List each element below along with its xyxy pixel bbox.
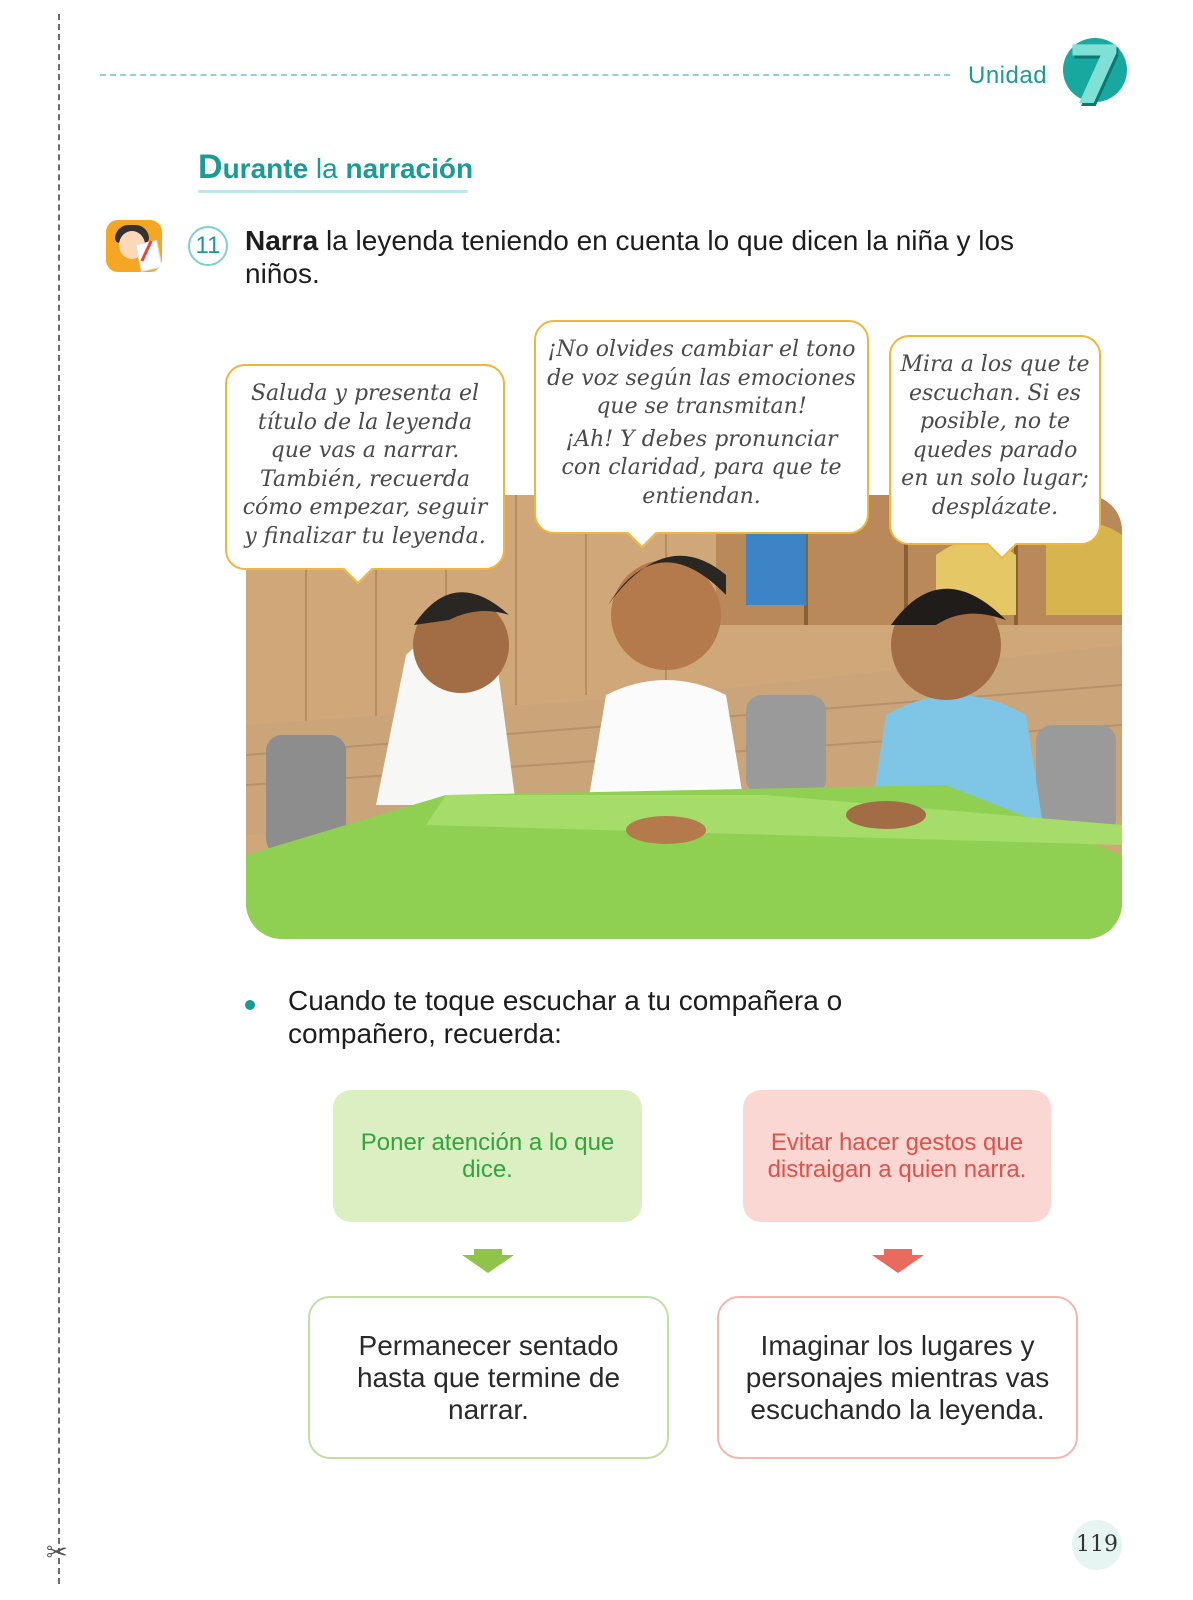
header-divider [100, 74, 950, 76]
tip-stay-seated [308, 1296, 669, 1459]
tip-attention-text: Poner atención a lo que dice. [360, 1129, 615, 1183]
question-instruction [245, 224, 1045, 290]
bullet-icon [245, 1000, 255, 1010]
scissors-icon: ✂ [46, 1538, 68, 1568]
speech-bubble-left [225, 364, 505, 570]
question-number: 11 [188, 226, 228, 266]
question-verb: Narra [245, 225, 319, 256]
tip-attention [333, 1090, 642, 1222]
bubble-right-text: Mira a los que te escuchan. Si es posible, no te quedes parado en un solo lugar; desplázate. [900, 352, 1090, 520]
page-number: 119 [1072, 1520, 1122, 1570]
tip-no-gestures-text: Evitar hacer gestos que distraigan a quien narra. [767, 1129, 1027, 1183]
arrow-down-icon [872, 1255, 924, 1273]
narrator-icon [106, 220, 162, 272]
tip-no-gestures [743, 1090, 1051, 1222]
bubble-left-text: Saluda y presenta el título de la leyenda que vas a narrar. También, recuerda cómo empezar, seguir y finalizar tu leyenda. [242, 381, 488, 549]
bubble-middle-text-2: ¡Ah! Y debes pronunciar con claridad, para que te entiendan. [561, 426, 842, 509]
arrow-down-icon [462, 1255, 514, 1273]
section-title-middle: la [308, 153, 346, 184]
cut-line [58, 14, 60, 1584]
bubble-middle-text-1: ¡No olvides cambiar el tono de voz según las emociones que se transmitan! [547, 337, 856, 419]
tip-imagine [717, 1296, 1078, 1459]
unit-number: 7 [1067, 29, 1123, 122]
tip-imagine-text: Imaginar los lugares y personajes mientras vas escuchando la leyenda. [745, 1329, 1050, 1425]
section-title-initial: D [198, 148, 223, 186]
section-title [198, 148, 473, 187]
bullet-text: Cuando te toque escuchar a tu compañera o compañero, recuerda: [288, 985, 843, 1049]
tip-stay-seated-text: Permanecer sentado hasta que termine de narrar. [356, 1329, 621, 1425]
section-underline [198, 190, 468, 193]
unit-label: Unidad [968, 62, 1048, 89]
speech-bubble-middle [534, 320, 869, 534]
section-title-end: narración [345, 153, 474, 184]
section-title-bold: urante [222, 153, 309, 184]
speech-bubble-right [889, 335, 1101, 545]
question-text: la leyenda teniendo en cuenta lo que dicen la niña y los niños. [245, 225, 1015, 289]
